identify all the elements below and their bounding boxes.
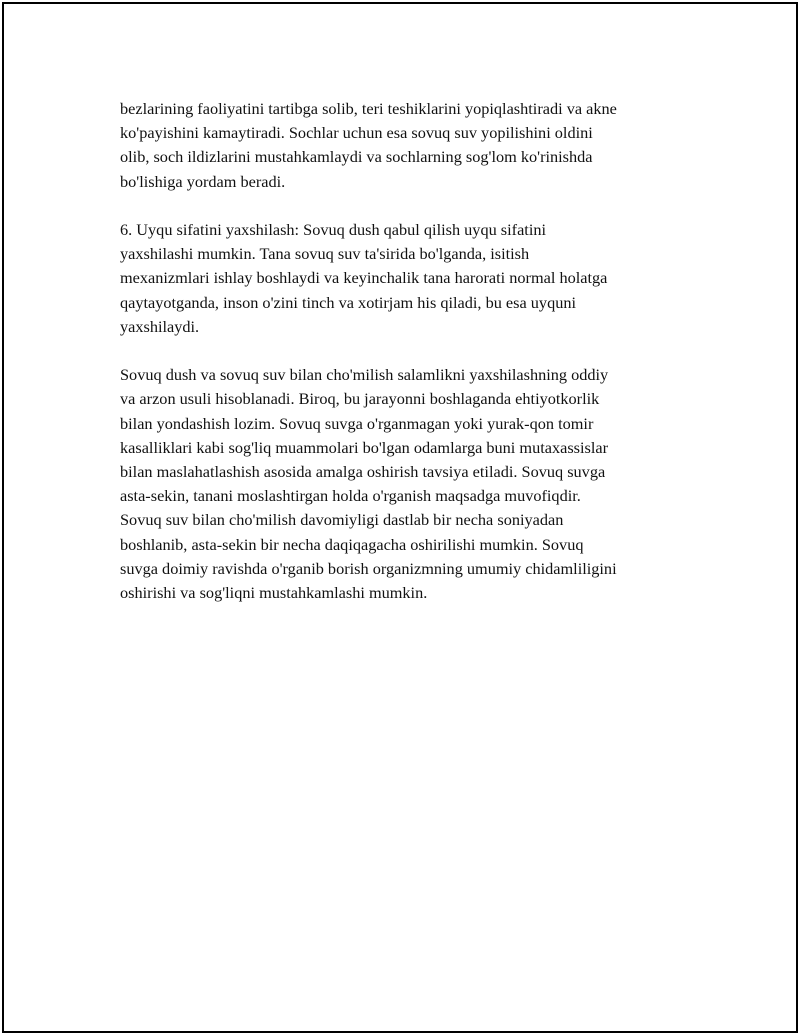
text-line: bilan yondashish lozim. Sovuq suvga o'rganmagan yoki yurak-qon tomir (120, 413, 594, 433)
text-line: ko'payishini kamaytiradi. Sochlar uchun esa sovuq suv yopilishini oldini (120, 123, 593, 143)
text-line: boshlanib, asta-sekin bir necha daqiqagacha oshirilishi mumkin. Sovuq (120, 534, 584, 554)
document-page (2, 2, 798, 1033)
text-line: qaytayotganda, inson o'zini tinch va xotirjam his qiladi, bu esa uyquni (120, 292, 577, 312)
text-line: asta-sekin, tanani moslashtirgan holda o'rganish maqsadga muvofiqdir. (120, 486, 581, 506)
paragraph-sleep-quality (120, 218, 700, 339)
text-line: oshirishi va sog'liqni mustahkamlashi mumkin. (120, 583, 428, 603)
text-line: Sovuq dush va sovuq suv bilan cho'milish salamlikni yaxshilashning oddiy (120, 365, 609, 385)
text-line: bo'lishiga yordam beradi. (120, 171, 286, 191)
text-line: yaxshilashi mumkin. Tana sovuq suv ta'sirida bo'lganda, isitish (120, 244, 530, 264)
text-line: mexanizmlari ishlay boshlaydi va keyinchalik tana harorati normal holatga (120, 268, 608, 288)
paragraph-conclusion (120, 363, 700, 605)
text-line: bilan maslahatlashish asosida amalga oshirish tavsiya etiladi. Sovuq suvga (120, 462, 606, 482)
text-line: yaxshilaydi. (120, 316, 200, 336)
text-line: olib, soch ildizlarini mustahkamlaydi va sochlarning sog'lom ko'rinishda (120, 147, 593, 167)
text-line: kasalliklari kabi sog'liq muammolari bo'lgan odamlarga buni mutaxassislar (120, 437, 609, 457)
text-line: Sovuq suv bilan cho'milish davomiyligi dastlab bir necha soniyadan (120, 510, 564, 530)
paragraph-skin-hair (120, 97, 700, 194)
text-line: va arzon usuli hisoblanadi. Biroq, bu jarayonni boshlaganda ehtiyotkorlik (120, 389, 600, 409)
text-line: suvga doimiy ravishda o'rganib borish organizmning umumiy chidamliligini (120, 558, 617, 578)
document-body (120, 97, 700, 629)
text-line: 6. Uyqu sifatini yaxshilash: Sovuq dush qabul qilish uyqu sifatini (120, 220, 547, 239)
text-line: bezlarining faoliyatini tartibga solib, teri teshiklarini yopiqlashtiradi va akne (120, 99, 617, 118)
